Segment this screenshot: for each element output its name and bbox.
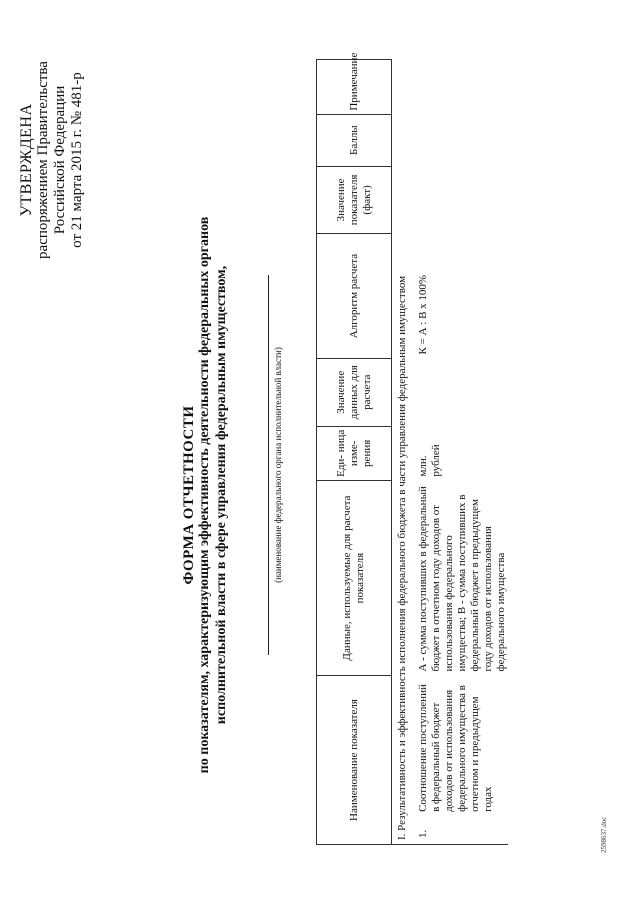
document-id: 2598637.doc <box>600 816 608 853</box>
form-subtitle-line-1: по показателям, характеризующим эффективность деятельности федеральных органов <box>197 216 212 774</box>
table-header-row <box>317 60 392 845</box>
col-header-fact: Значение показателя (факт) <box>317 166 392 234</box>
col-header-note: Примечание <box>317 60 392 115</box>
row-fact-value <box>411 166 508 234</box>
col-header-value: Значение данных для расчета <box>317 358 392 426</box>
table-row <box>411 60 508 845</box>
col-header-name: Наименование показателя <box>317 676 392 845</box>
row-unit: млн. рублей <box>417 444 442 477</box>
row-points <box>411 114 508 166</box>
row-data-value <box>411 358 508 426</box>
col-header-algorithm: Алгоритм расчета <box>317 234 392 359</box>
section-title: I. Результативность и эффективность исполнения федерального бюджета в части управления федеральным имуществом <box>392 60 412 845</box>
approval-header: УТВЕРЖДЕНА <box>18 103 35 217</box>
approval-line-1: распоряжением Правительства <box>35 61 51 259</box>
approval-line-3: от 21 марта 2015 г. № 481-р <box>69 72 85 248</box>
authority-name-caption: (наименование федерального органа исполнительной власти) <box>273 347 283 583</box>
form-subtitle-line-2: исполнительной власти в сфере управления федеральным имуществом, <box>214 265 229 725</box>
form-title: ФОРМА ОТЧЕТНОСТИ <box>181 405 197 585</box>
row-algorithm: К = А : В х 100% <box>417 274 429 355</box>
approval-line-2: Российской Федерации <box>52 85 68 235</box>
row-note <box>411 60 508 115</box>
authority-name-blank <box>268 275 269 655</box>
col-header-points: Баллы <box>317 114 392 166</box>
section-row <box>392 60 412 845</box>
indicator-table <box>316 52 508 845</box>
row-number: 1. <box>411 816 508 845</box>
approval-stamp <box>18 15 86 305</box>
row-calculation-data: А - сумма поступивших в федеральный бюджет в отчетном году доходов от использования федерального имущества; В - сумма поступивших в федеральный бюджет в предыдущем году доходов от использования федерального имущества <box>417 486 507 672</box>
col-header-data: Данные, используемые для расчета показателя <box>317 481 392 676</box>
row-indicator-name: Соотношение поступлений в федеральный бюджет доходов от использования федерального имущества в отчетном и предыдущем годах <box>417 684 494 812</box>
col-header-unit: Еди- ница изме- рения <box>317 426 392 481</box>
form-subtitle <box>196 175 230 815</box>
